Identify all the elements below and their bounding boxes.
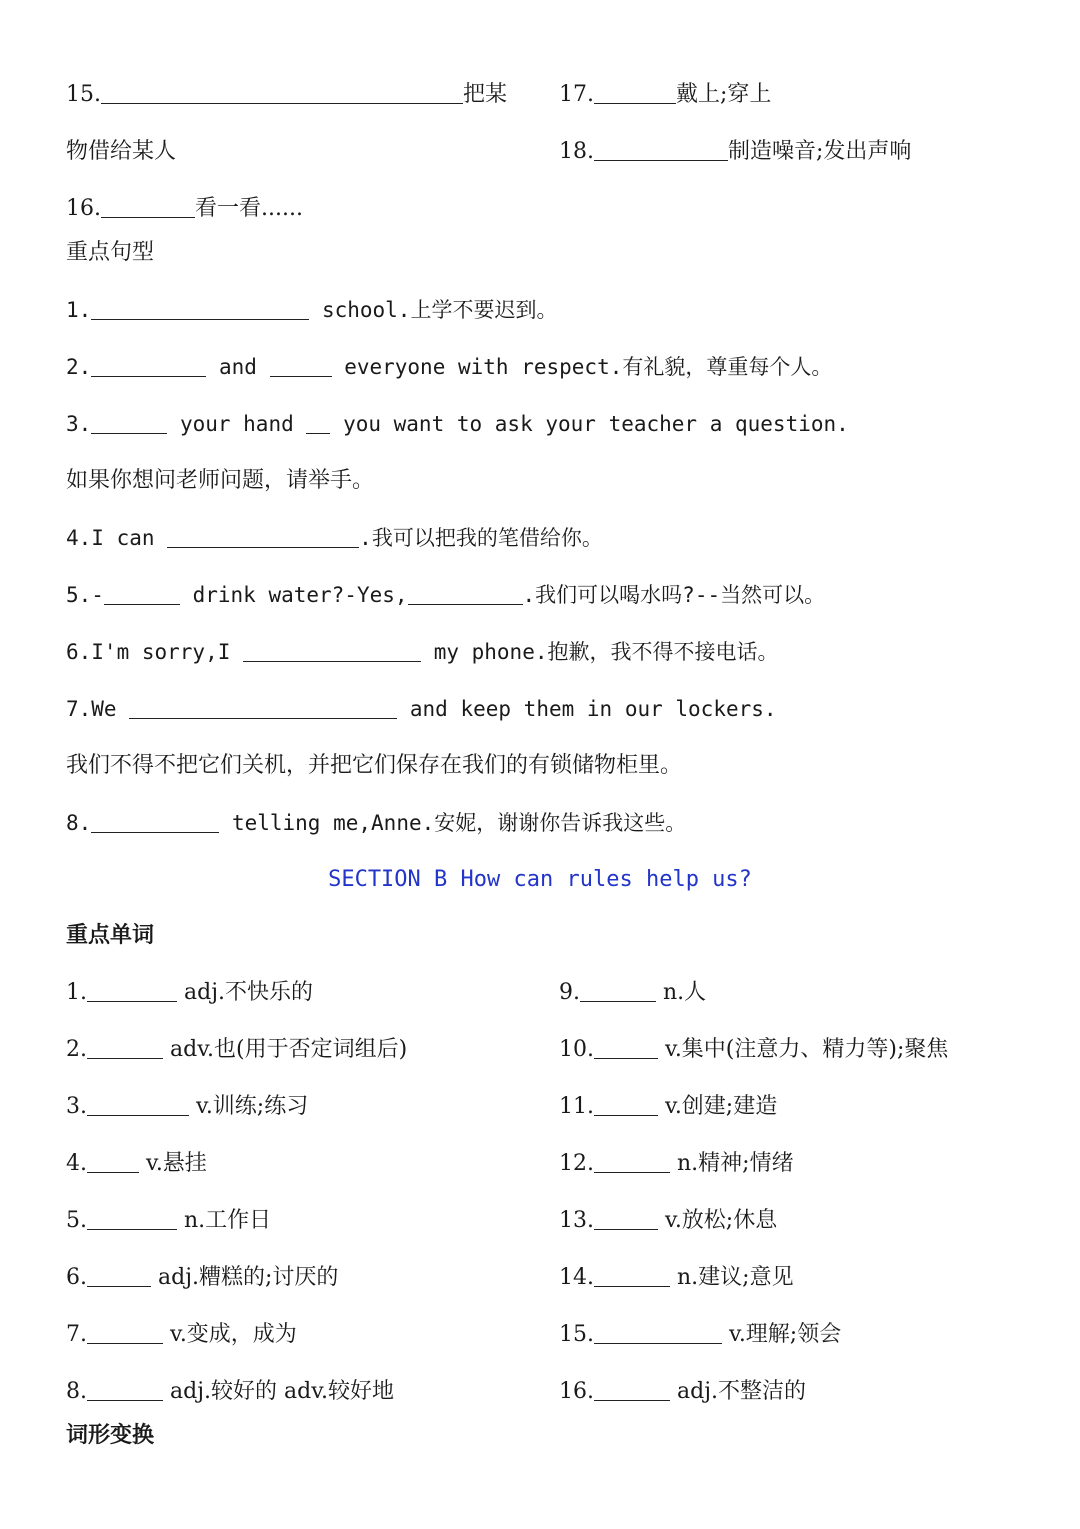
sentence-7-translation: 我们不得不把它们关机，并把它们保存在我们的有锁储物柜里。 (66, 753, 683, 778)
answer-blank[interactable] (594, 1093, 658, 1116)
sentence-3: 3. your hand you want to ask your teacher a question. (66, 412, 849, 436)
word-item-16: 16. adj.不整洁的 (559, 1379, 807, 1404)
sentence-1: 1. school.上学不要迟到。 (66, 298, 558, 322)
answer-blank[interactable] (87, 1378, 163, 1401)
word-item-9: 9. n.人 (559, 980, 707, 1005)
answer-blank[interactable] (408, 582, 523, 605)
section-heading-word-forms: 词形变换 (66, 1423, 155, 1448)
section-b-title: SECTION B How can rules help us? (328, 867, 752, 892)
sentence-2: 2. and everyone with respect.有礼貌，尊重每个人。 (66, 355, 833, 379)
answer-blank[interactable] (594, 1321, 722, 1344)
sentence-7: 7.We and keep them in our lockers. (66, 697, 777, 721)
word-item-3: 3. v.训练;练习 (66, 1094, 309, 1119)
answer-blank[interactable] (243, 639, 421, 662)
answer-blank[interactable] (91, 411, 167, 434)
answer-blank[interactable] (129, 696, 397, 719)
sentence-4: 4.I can .我可以把我的笔借给你。 (66, 526, 603, 550)
word-item-2: 2. adv.也(用于否定词组后) (66, 1037, 408, 1062)
vocab-item-16: 16. 看一看...... (66, 196, 303, 221)
word-item-11: 11. v.创建;建造 (559, 1094, 778, 1119)
section-heading-sentences: 重点句型 (66, 240, 155, 265)
answer-blank[interactable] (594, 1150, 670, 1173)
answer-blank[interactable] (101, 195, 195, 218)
word-item-8: 8. adj.较好的 adv.较好地 (66, 1379, 395, 1404)
answer-blank[interactable] (594, 1036, 658, 1059)
section-heading-key-words: 重点单词 (66, 923, 155, 948)
vocab-item-18: 18. 制造噪音;发出声响 (559, 139, 912, 164)
vocab-item-15-continued: 物借给某人 (66, 139, 177, 164)
answer-blank[interactable] (87, 1093, 189, 1116)
answer-blank[interactable] (594, 81, 676, 104)
word-item-6: 6. adj.糟糕的;讨厌的 (66, 1265, 339, 1290)
vocab-item-17: 17. 戴上;穿上 (559, 82, 772, 107)
word-item-14: 14. n.建议;意见 (559, 1265, 794, 1290)
answer-blank[interactable] (91, 354, 206, 377)
answer-blank[interactable] (87, 979, 177, 1002)
answer-blank[interactable] (91, 810, 219, 833)
word-item-1: 1. adj.不快乐的 (66, 980, 314, 1005)
sentence-3-translation: 如果你想问老师问题，请举手。 (66, 468, 375, 493)
sentence-5: 5.- drink water?-Yes, .我们可以喝水吗?--当然可以。 (66, 583, 826, 607)
answer-blank[interactable] (580, 979, 656, 1002)
answer-blank[interactable] (306, 411, 330, 434)
answer-blank[interactable] (104, 582, 180, 605)
answer-blank[interactable] (167, 525, 359, 548)
vocab-item-15: 15. 把某 (66, 82, 508, 107)
sentence-8: 8. telling me,Anne.安妮，谢谢你告诉我这些。 (66, 811, 687, 835)
word-item-10: 10. v.集中(注意力、精力等);聚焦 (559, 1037, 949, 1062)
answer-blank[interactable] (87, 1150, 139, 1173)
answer-blank[interactable] (87, 1207, 177, 1230)
word-item-4: 4. v.悬挂 (66, 1151, 207, 1176)
word-item-5: 5. n.工作日 (66, 1208, 272, 1233)
answer-blank[interactable] (270, 354, 332, 377)
word-item-12: 12. n.精神;情绪 (559, 1151, 794, 1176)
word-item-7: 7. v.变成，成为 (66, 1322, 297, 1347)
answer-blank[interactable] (101, 81, 463, 104)
answer-blank[interactable] (91, 297, 309, 320)
answer-blank[interactable] (594, 1378, 670, 1401)
answer-blank[interactable] (87, 1321, 163, 1344)
answer-blank[interactable] (594, 1207, 658, 1230)
answer-blank[interactable] (87, 1264, 151, 1287)
word-item-15: 15. v.理解;领会 (559, 1322, 842, 1347)
word-item-13: 13. v.放松;休息 (559, 1208, 778, 1233)
answer-blank[interactable] (594, 138, 728, 161)
sentence-6: 6.I'm sorry,I my phone.抱歉，我不得不接电话。 (66, 640, 779, 664)
answer-blank[interactable] (594, 1264, 670, 1287)
answer-blank[interactable] (87, 1036, 163, 1059)
